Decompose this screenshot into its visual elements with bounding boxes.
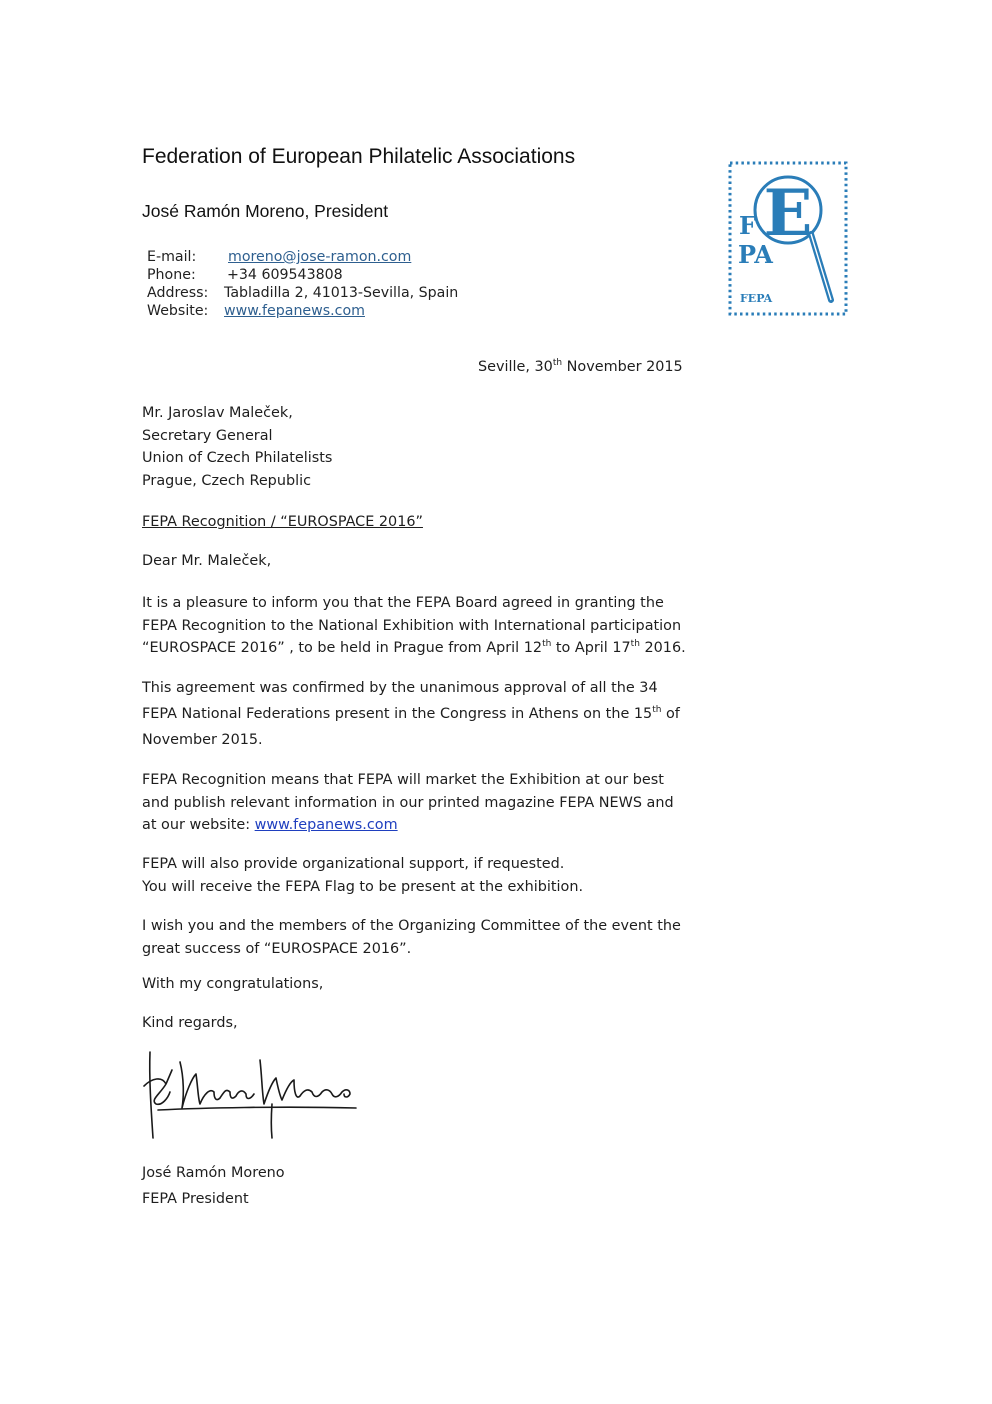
website-link[interactable]: www.fepanews.com xyxy=(224,303,365,319)
letter-subject: FEPA Recognition / “EUROSPACE 2016” xyxy=(142,514,423,530)
ordinal: th xyxy=(652,705,662,715)
website-label: Website: xyxy=(147,303,209,319)
paragraph-line: great success of “EUROSPACE 2016”. xyxy=(142,940,412,957)
paragraph-line: FEPA Recognition means that FEPA will market the Exhibition at our best xyxy=(142,772,664,788)
recipient-title: Secretary General xyxy=(142,427,273,444)
paragraph-line: FEPA Recognition to the National Exhibition with International participation xyxy=(142,617,682,634)
paragraph-line xyxy=(142,637,686,660)
paragraph-line xyxy=(142,814,674,837)
paragraph-5 xyxy=(142,915,681,960)
signer-title: FEPA President xyxy=(142,1191,249,1207)
address-label: Address: xyxy=(147,285,209,301)
signature-block xyxy=(142,1160,285,1212)
email-link[interactable]: moreno@jose-ramon.com xyxy=(228,249,412,265)
email-label: E-mail: xyxy=(147,249,197,265)
date-ordinal: th xyxy=(552,358,563,368)
paragraph-line xyxy=(142,701,680,727)
website-link-body[interactable]: www.fepanews.com xyxy=(254,817,398,833)
text-span: “EUROSPACE 2016” , to be held in Prague from April 12 xyxy=(142,640,543,656)
recipient-address xyxy=(142,402,332,492)
paragraph-line: You will receive the FEPA Flag to be present at the exhibition. xyxy=(142,878,584,895)
president-line: José Ramón Moreno, President xyxy=(142,201,389,221)
paragraph-line: This agreement was confirmed by the unanimous approval of all the 34 xyxy=(142,680,658,696)
phone-value: +34 609543808 xyxy=(227,267,343,283)
address-value: Tabladilla 2, 41013-Sevilla, Spain xyxy=(224,285,459,301)
paragraph-line: FEPA will also provide organizational support, if requested. xyxy=(142,856,565,872)
paragraph-3 xyxy=(142,769,674,837)
logo-caption: FEPA xyxy=(740,292,773,305)
paragraph-line: November 2015. xyxy=(142,732,263,748)
ordinal: th xyxy=(542,639,552,649)
organization-title: Federation of European Philatelic Associations xyxy=(142,145,576,168)
text-span: to April 17 xyxy=(551,640,631,656)
recipient-organization: Union of Czech Philatelists xyxy=(142,450,333,466)
text-span: of xyxy=(661,706,680,722)
recipient-name: Mr. Jaroslav Maleček, xyxy=(142,405,293,421)
paragraph-line: and publish relevant information in our printed magazine FEPA NEWS and xyxy=(142,794,674,811)
logo-letter-f: F xyxy=(739,211,757,240)
recipient-city: Prague, Czech Republic xyxy=(142,472,311,489)
magnifier-handle-highlight xyxy=(811,234,831,300)
text-span: 2016. xyxy=(639,640,686,656)
paragraph-2 xyxy=(142,675,680,753)
paragraph-1 xyxy=(142,592,686,660)
handwritten-signature xyxy=(140,1048,362,1143)
date-month-year: November 2015 xyxy=(562,359,683,375)
text-span: at our website: xyxy=(142,817,255,833)
signer-name: José Ramón Moreno xyxy=(142,1165,285,1181)
date-text: Seville, 30 xyxy=(478,359,553,375)
salutation: Dear Mr. Maleček, xyxy=(142,553,272,569)
letter-date xyxy=(478,359,683,375)
text-span: FEPA National Federations present in the Congress in Athens on the 15 xyxy=(142,706,653,722)
paragraph-4 xyxy=(142,853,583,898)
phone-label: Phone: xyxy=(147,267,196,283)
paragraph-line: It is a pleasure to inform you that the FEPA Board agreed in granting the xyxy=(142,595,664,611)
closing-regards: Kind regards, xyxy=(142,1015,238,1031)
closing-congratulations: With my congratulations, xyxy=(142,976,324,992)
logo-letters-pa: PA xyxy=(738,240,773,269)
fepa-logo xyxy=(727,160,849,317)
paragraph-line: I wish you and the members of the Organizing Committee of the event the xyxy=(142,918,681,934)
logo-big-e: E xyxy=(763,176,813,251)
ordinal: th xyxy=(630,639,640,649)
